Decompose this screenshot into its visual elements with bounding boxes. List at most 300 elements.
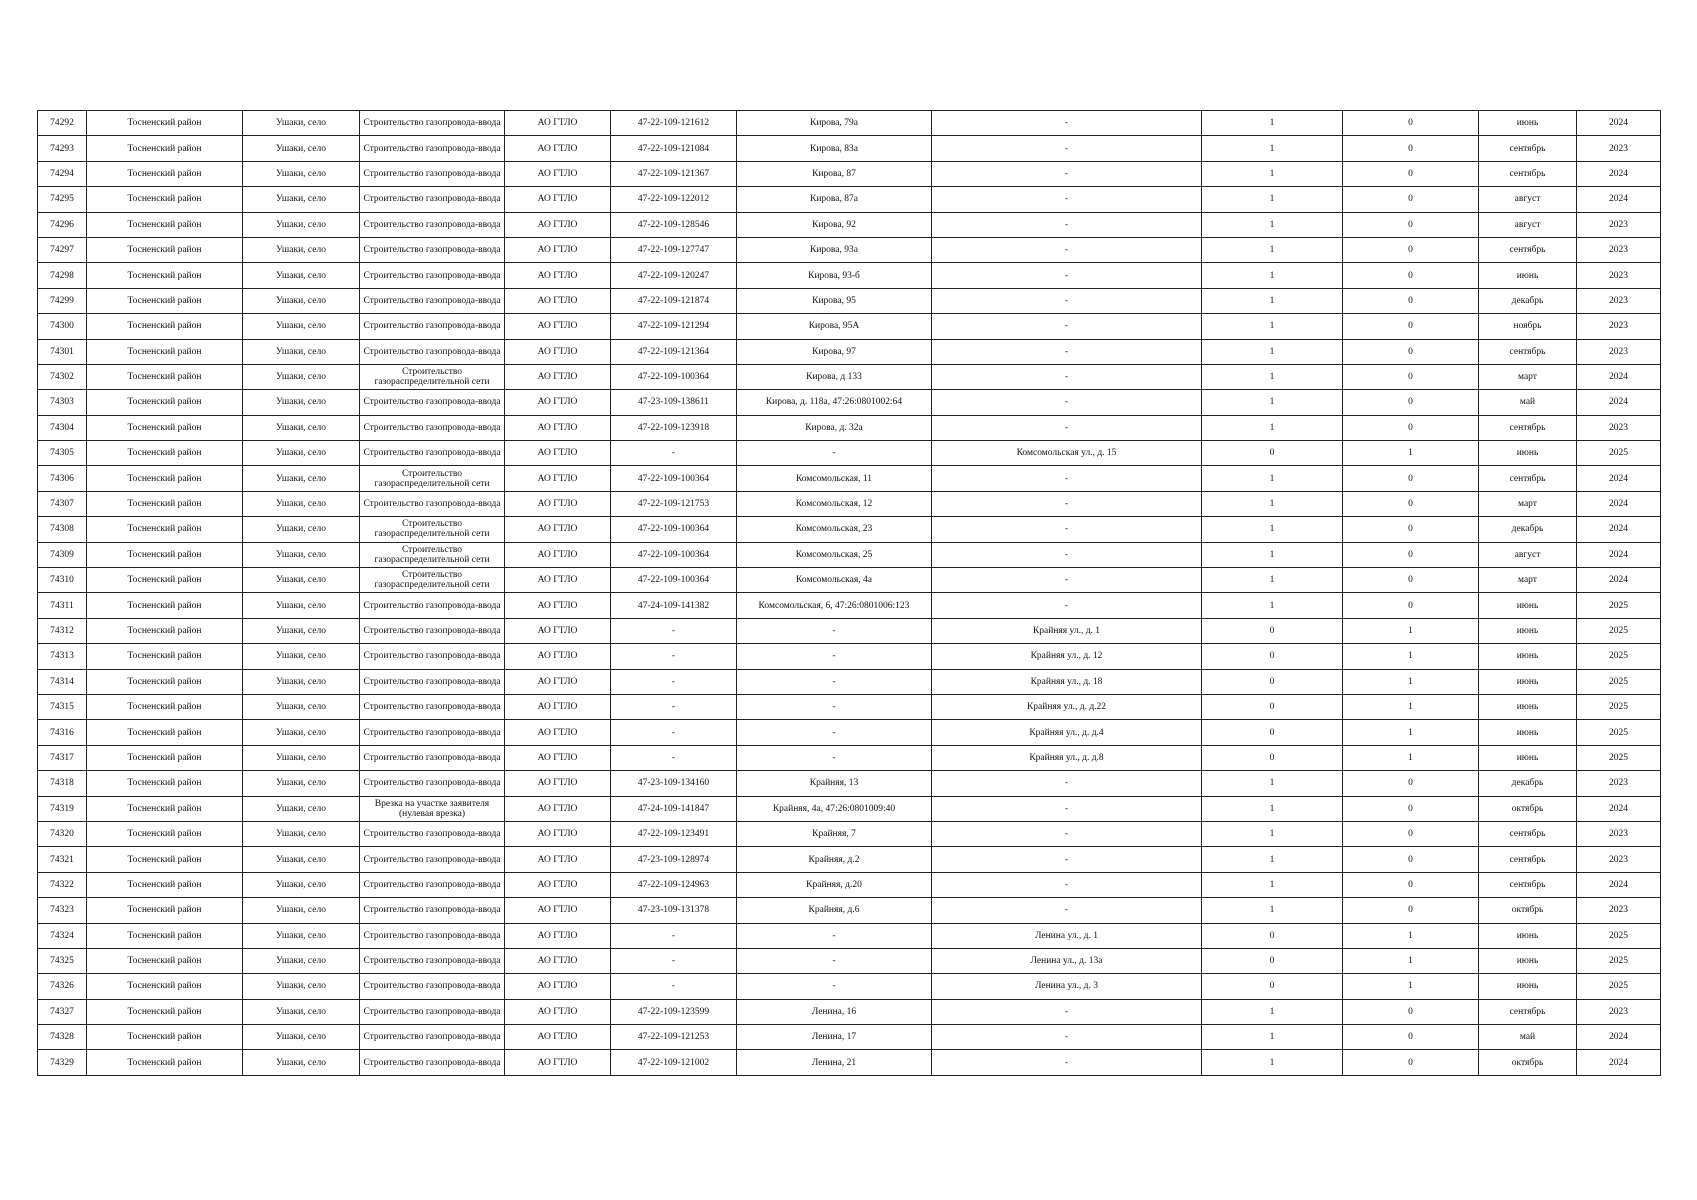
cell-settlement: Ушаки, село <box>243 415 360 440</box>
cell-count-a: 0 <box>1202 618 1343 643</box>
cell-settlement: Ушаки, село <box>243 999 360 1024</box>
cell-organization: АО ГТЛО <box>505 771 611 796</box>
cell-month: сентябрь <box>1479 872 1577 897</box>
cell-address: Кирова, 83а <box>737 136 932 161</box>
cell-organization: АО ГТЛО <box>505 923 611 948</box>
cell-count-b: 0 <box>1343 187 1479 212</box>
cell-work-type: Строительство газопровода-ввода <box>360 136 505 161</box>
cell-row-number: 74322 <box>38 872 87 897</box>
cell-work-type: Строительство газопровода-ввода <box>360 745 505 770</box>
cell-district: Тосненский район <box>87 745 243 770</box>
cell-row-number: 74320 <box>38 821 87 846</box>
cell-count-b: 0 <box>1343 999 1479 1024</box>
cell-row-number: 74303 <box>38 390 87 415</box>
cell-request-number: 47-23-109-134160 <box>611 771 737 796</box>
table-row <box>38 441 1661 466</box>
cell-year: 2025 <box>1577 694 1661 719</box>
cell-count-b: 1 <box>1343 720 1479 745</box>
cell-month: июнь <box>1479 593 1577 618</box>
cell-address-planned: - <box>932 339 1202 364</box>
cell-settlement: Ушаки, село <box>243 212 360 237</box>
cell-row-number: 74295 <box>38 187 87 212</box>
cell-address: - <box>737 745 932 770</box>
cell-address-planned: - <box>932 796 1202 821</box>
cell-organization: АО ГТЛО <box>505 288 611 313</box>
cell-address-planned: - <box>932 263 1202 288</box>
cell-district: Тосненский район <box>87 568 243 593</box>
cell-count-a: 1 <box>1202 517 1343 542</box>
cell-address: - <box>737 694 932 719</box>
cell-row-number: 74304 <box>38 415 87 440</box>
cell-month: июнь <box>1479 263 1577 288</box>
cell-row-number: 74310 <box>38 568 87 593</box>
cell-organization: АО ГТЛО <box>505 745 611 770</box>
cell-count-b: 0 <box>1343 314 1479 339</box>
cell-month: сентябрь <box>1479 821 1577 846</box>
cell-month: июнь <box>1479 669 1577 694</box>
cell-address-planned: - <box>932 821 1202 846</box>
cell-district: Тосненский район <box>87 872 243 897</box>
cell-count-a: 0 <box>1202 745 1343 770</box>
cell-count-b: 0 <box>1343 593 1479 618</box>
cell-request-number: 47-22-109-123918 <box>611 415 737 440</box>
cell-district: Тосненский район <box>87 898 243 923</box>
cell-address-planned: Ленина ул., д. 1 <box>932 923 1202 948</box>
cell-request-number: - <box>611 923 737 948</box>
cell-address: Кирова, д. 118а, 47:26:0801002:64 <box>737 390 932 415</box>
cell-count-b: 0 <box>1343 542 1479 567</box>
cell-count-a: 1 <box>1202 796 1343 821</box>
cell-district: Тосненский район <box>87 999 243 1024</box>
cell-address: - <box>737 669 932 694</box>
cell-year: 2023 <box>1577 821 1661 846</box>
cell-count-a: 0 <box>1202 974 1343 999</box>
cell-settlement: Ушаки, село <box>243 948 360 973</box>
cell-settlement: Ушаки, село <box>243 237 360 262</box>
cell-row-number: 74319 <box>38 796 87 821</box>
cell-organization: АО ГТЛО <box>505 720 611 745</box>
table-row <box>38 974 1661 999</box>
cell-year: 2024 <box>1577 491 1661 516</box>
cell-count-a: 0 <box>1202 644 1343 669</box>
cell-request-number: 47-24-109-141382 <box>611 593 737 618</box>
cell-work-type: Строительство газопровода-ввода <box>360 111 505 136</box>
table-row <box>38 694 1661 719</box>
cell-request-number: 47-22-109-100364 <box>611 466 737 491</box>
cell-district: Тосненский район <box>87 288 243 313</box>
cell-count-a: 1 <box>1202 898 1343 923</box>
cell-work-type: Строительство газопровода-ввода <box>360 923 505 948</box>
cell-work-type: Строительство газопровода-ввода <box>360 974 505 999</box>
cell-month: март <box>1479 568 1577 593</box>
cell-month: июнь <box>1479 974 1577 999</box>
cell-work-type: Строительство газопровода-ввода <box>360 1025 505 1050</box>
cell-address-planned: - <box>932 593 1202 618</box>
cell-request-number: 47-22-109-121253 <box>611 1025 737 1050</box>
table-row <box>38 136 1661 161</box>
cell-count-b: 0 <box>1343 1050 1479 1075</box>
cell-address: Кирова, 93-б <box>737 263 932 288</box>
cell-address-planned: - <box>932 466 1202 491</box>
cell-address: Ленина, 17 <box>737 1025 932 1050</box>
cell-district: Тосненский район <box>87 644 243 669</box>
cell-year: 2023 <box>1577 136 1661 161</box>
cell-count-a: 1 <box>1202 542 1343 567</box>
cell-request-number: 47-22-109-100364 <box>611 517 737 542</box>
table-row <box>38 593 1661 618</box>
cell-count-b: 1 <box>1343 694 1479 719</box>
cell-request-number: 47-22-109-100364 <box>611 364 737 389</box>
cell-row-number: 74321 <box>38 847 87 872</box>
cell-year: 2023 <box>1577 237 1661 262</box>
cell-address: Комсомольская, 23 <box>737 517 932 542</box>
cell-row-number: 74307 <box>38 491 87 516</box>
cell-settlement: Ушаки, село <box>243 161 360 186</box>
cell-row-number: 74309 <box>38 542 87 567</box>
cell-month: сентябрь <box>1479 161 1577 186</box>
cell-address-planned: - <box>932 187 1202 212</box>
cell-month: сентябрь <box>1479 415 1577 440</box>
cell-work-type: Строительство газопровода-ввода <box>360 263 505 288</box>
cell-row-number: 74326 <box>38 974 87 999</box>
cell-work-type: Строительство газопровода-ввода <box>360 415 505 440</box>
cell-row-number: 74328 <box>38 1025 87 1050</box>
cell-month: сентябрь <box>1479 136 1577 161</box>
cell-organization: АО ГТЛО <box>505 237 611 262</box>
cell-organization: АО ГТЛО <box>505 593 611 618</box>
cell-district: Тосненский район <box>87 847 243 872</box>
table-row <box>38 745 1661 770</box>
cell-district: Тосненский район <box>87 618 243 643</box>
cell-address: - <box>737 644 932 669</box>
cell-address: Кирова, д. 32а <box>737 415 932 440</box>
cell-year: 2023 <box>1577 847 1661 872</box>
cell-month: октябрь <box>1479 1050 1577 1075</box>
cell-settlement: Ушаки, село <box>243 339 360 364</box>
cell-year: 2023 <box>1577 263 1661 288</box>
cell-address: - <box>737 441 932 466</box>
cell-work-type: Строительство газопровода-ввода <box>360 999 505 1024</box>
cell-work-type: Строительство газопровода-ввода <box>360 872 505 897</box>
table-row <box>38 669 1661 694</box>
cell-address-planned: - <box>932 161 1202 186</box>
cell-district: Тосненский район <box>87 923 243 948</box>
cell-count-a: 1 <box>1202 771 1343 796</box>
cell-address-planned: Крайняя ул., д. д.8 <box>932 745 1202 770</box>
cell-work-type: Строительство газопровода-ввода <box>360 314 505 339</box>
cell-year: 2024 <box>1577 187 1661 212</box>
cell-count-a: 1 <box>1202 237 1343 262</box>
cell-district: Тосненский район <box>87 415 243 440</box>
cell-district: Тосненский район <box>87 542 243 567</box>
cell-row-number: 74315 <box>38 694 87 719</box>
cell-organization: АО ГТЛО <box>505 1025 611 1050</box>
cell-month: ноябрь <box>1479 314 1577 339</box>
cell-address-planned: - <box>932 364 1202 389</box>
table-row <box>38 847 1661 872</box>
cell-request-number: 47-22-109-123599 <box>611 999 737 1024</box>
cell-count-a: 1 <box>1202 593 1343 618</box>
cell-work-type: Строительство газопровода-ввода <box>360 161 505 186</box>
cell-row-number: 74297 <box>38 237 87 262</box>
cell-address: Комсомольская, 12 <box>737 491 932 516</box>
cell-row-number: 74311 <box>38 593 87 618</box>
cell-year: 2023 <box>1577 212 1661 237</box>
cell-count-b: 0 <box>1343 263 1479 288</box>
cell-settlement: Ушаки, село <box>243 796 360 821</box>
cell-organization: АО ГТЛО <box>505 694 611 719</box>
table-row <box>38 314 1661 339</box>
cell-year: 2025 <box>1577 720 1661 745</box>
table-row <box>38 999 1661 1024</box>
cell-address-planned: Ленина ул., д. 13а <box>932 948 1202 973</box>
cell-work-type: Строительство газопровода-ввода <box>360 390 505 415</box>
cell-district: Тосненский район <box>87 339 243 364</box>
cell-count-b: 0 <box>1343 390 1479 415</box>
cell-organization: АО ГТЛО <box>505 618 611 643</box>
cell-address: Ленина, 16 <box>737 999 932 1024</box>
cell-district: Тосненский район <box>87 314 243 339</box>
cell-year: 2023 <box>1577 339 1661 364</box>
cell-row-number: 74316 <box>38 720 87 745</box>
cell-row-number: 74296 <box>38 212 87 237</box>
table-row <box>38 517 1661 542</box>
cell-count-a: 1 <box>1202 364 1343 389</box>
cell-organization: АО ГТЛО <box>505 847 611 872</box>
cell-count-b: 0 <box>1343 136 1479 161</box>
cell-organization: АО ГТЛО <box>505 999 611 1024</box>
cell-settlement: Ушаки, село <box>243 618 360 643</box>
cell-district: Тосненский район <box>87 136 243 161</box>
cell-year: 2025 <box>1577 441 1661 466</box>
cell-row-number: 74294 <box>38 161 87 186</box>
cell-address-planned: - <box>932 390 1202 415</box>
cell-work-type: Строительство газопровода-ввода <box>360 771 505 796</box>
cell-address-planned: - <box>932 872 1202 897</box>
cell-organization: АО ГТЛО <box>505 644 611 669</box>
cell-organization: АО ГТЛО <box>505 187 611 212</box>
cell-year: 2025 <box>1577 948 1661 973</box>
cell-address-planned: Ленина ул., д. 3 <box>932 974 1202 999</box>
cell-district: Тосненский район <box>87 1025 243 1050</box>
cell-address-planned: - <box>932 847 1202 872</box>
cell-work-type: Строительство газораспределительной сети <box>360 542 505 567</box>
cell-count-a: 1 <box>1202 212 1343 237</box>
cell-count-a: 1 <box>1202 390 1343 415</box>
cell-count-b: 1 <box>1343 923 1479 948</box>
cell-address-planned: Комсомольская ул., д. 15 <box>932 441 1202 466</box>
cell-count-a: 1 <box>1202 111 1343 136</box>
cell-work-type: Строительство газораспределительной сети <box>360 466 505 491</box>
cell-year: 2024 <box>1577 161 1661 186</box>
cell-work-type: Строительство газопровода-ввода <box>360 694 505 719</box>
cell-organization: АО ГТЛО <box>505 212 611 237</box>
cell-count-a: 1 <box>1202 187 1343 212</box>
cell-month: август <box>1479 542 1577 567</box>
table-row <box>38 339 1661 364</box>
cell-settlement: Ушаки, село <box>243 542 360 567</box>
cell-settlement: Ушаки, село <box>243 111 360 136</box>
cell-count-a: 0 <box>1202 694 1343 719</box>
cell-year: 2024 <box>1577 568 1661 593</box>
cell-settlement: Ушаки, село <box>243 872 360 897</box>
cell-count-b: 0 <box>1343 568 1479 593</box>
cell-count-a: 1 <box>1202 999 1343 1024</box>
cell-address: Крайняя, д.6 <box>737 898 932 923</box>
cell-address: Комсомольская, 6, 47:26:0801006:123 <box>737 593 932 618</box>
table-row <box>38 542 1661 567</box>
cell-request-number: 47-22-109-121364 <box>611 339 737 364</box>
cell-address: Крайняя, 4а, 47:26:0801009:40 <box>737 796 932 821</box>
data-table <box>37 110 1661 1076</box>
cell-organization: АО ГТЛО <box>505 542 611 567</box>
cell-settlement: Ушаки, село <box>243 491 360 516</box>
cell-request-number: 47-22-109-124963 <box>611 872 737 897</box>
cell-count-a: 1 <box>1202 136 1343 161</box>
cell-address: Комсомольская, 4а <box>737 568 932 593</box>
table-row <box>38 364 1661 389</box>
table-row <box>38 796 1661 821</box>
cell-year: 2024 <box>1577 872 1661 897</box>
cell-year: 2023 <box>1577 898 1661 923</box>
cell-month: декабрь <box>1479 288 1577 313</box>
cell-district: Тосненский район <box>87 593 243 618</box>
cell-address: - <box>737 948 932 973</box>
cell-month: июнь <box>1479 720 1577 745</box>
cell-count-a: 1 <box>1202 872 1343 897</box>
cell-address-planned: - <box>932 491 1202 516</box>
cell-year: 2024 <box>1577 796 1661 821</box>
cell-count-b: 0 <box>1343 466 1479 491</box>
cell-count-a: 0 <box>1202 923 1343 948</box>
cell-row-number: 74299 <box>38 288 87 313</box>
cell-count-b: 0 <box>1343 517 1479 542</box>
cell-month: июнь <box>1479 441 1577 466</box>
cell-district: Тосненский район <box>87 720 243 745</box>
cell-request-number: - <box>611 948 737 973</box>
cell-month: март <box>1479 364 1577 389</box>
cell-district: Тосненский район <box>87 187 243 212</box>
cell-settlement: Ушаки, село <box>243 898 360 923</box>
cell-work-type: Строительство газопровода-ввода <box>360 491 505 516</box>
cell-count-a: 1 <box>1202 568 1343 593</box>
cell-address-planned: - <box>932 771 1202 796</box>
cell-year: 2025 <box>1577 923 1661 948</box>
cell-row-number: 74317 <box>38 745 87 770</box>
cell-address-planned: Крайняя ул., д. 1 <box>932 618 1202 643</box>
cell-count-b: 0 <box>1343 1025 1479 1050</box>
cell-month: сентябрь <box>1479 999 1577 1024</box>
cell-request-number: - <box>611 745 737 770</box>
cell-district: Тосненский район <box>87 948 243 973</box>
cell-request-number: 47-22-109-120247 <box>611 263 737 288</box>
cell-request-number: 47-22-109-121084 <box>611 136 737 161</box>
cell-address-planned: - <box>932 212 1202 237</box>
table-row <box>38 568 1661 593</box>
cell-request-number: 47-22-109-121874 <box>611 288 737 313</box>
cell-settlement: Ушаки, село <box>243 568 360 593</box>
cell-request-number: 47-22-109-123491 <box>611 821 737 846</box>
cell-settlement: Ушаки, село <box>243 441 360 466</box>
cell-row-number: 74329 <box>38 1050 87 1075</box>
table-row <box>38 263 1661 288</box>
cell-year: 2025 <box>1577 593 1661 618</box>
cell-month: сентябрь <box>1479 466 1577 491</box>
cell-request-number: - <box>611 669 737 694</box>
cell-work-type: Строительство газопровода-ввода <box>360 441 505 466</box>
cell-settlement: Ушаки, село <box>243 694 360 719</box>
cell-district: Тосненский район <box>87 669 243 694</box>
cell-row-number: 74302 <box>38 364 87 389</box>
cell-count-b: 0 <box>1343 821 1479 846</box>
cell-organization: АО ГТЛО <box>505 339 611 364</box>
table-row <box>38 872 1661 897</box>
cell-row-number: 74300 <box>38 314 87 339</box>
cell-count-a: 1 <box>1202 491 1343 516</box>
cell-count-b: 0 <box>1343 364 1479 389</box>
cell-settlement: Ушаки, село <box>243 771 360 796</box>
table-row <box>38 161 1661 186</box>
cell-row-number: 74314 <box>38 669 87 694</box>
cell-organization: АО ГТЛО <box>505 821 611 846</box>
cell-organization: АО ГТЛО <box>505 1050 611 1075</box>
cell-address: Ленина, 21 <box>737 1050 932 1075</box>
cell-address-planned: - <box>932 136 1202 161</box>
cell-district: Тосненский район <box>87 263 243 288</box>
cell-month: сентябрь <box>1479 237 1577 262</box>
cell-work-type: Строительство газораспределительной сети <box>360 517 505 542</box>
cell-request-number: 47-23-109-138611 <box>611 390 737 415</box>
cell-work-type: Строительство газопровода-ввода <box>360 187 505 212</box>
cell-organization: АО ГТЛО <box>505 263 611 288</box>
cell-year: 2024 <box>1577 466 1661 491</box>
cell-count-a: 1 <box>1202 263 1343 288</box>
cell-count-b: 1 <box>1343 745 1479 770</box>
cell-district: Тосненский район <box>87 466 243 491</box>
cell-settlement: Ушаки, село <box>243 593 360 618</box>
cell-organization: АО ГТЛО <box>505 669 611 694</box>
cell-work-type: Строительство газопровода-ввода <box>360 618 505 643</box>
cell-work-type: Строительство газопровода-ввода <box>360 212 505 237</box>
cell-count-a: 1 <box>1202 466 1343 491</box>
cell-row-number: 74305 <box>38 441 87 466</box>
cell-request-number: 47-22-109-121753 <box>611 491 737 516</box>
cell-month: август <box>1479 212 1577 237</box>
cell-request-number: - <box>611 644 737 669</box>
cell-address: - <box>737 923 932 948</box>
cell-organization: АО ГТЛО <box>505 111 611 136</box>
cell-settlement: Ушаки, село <box>243 263 360 288</box>
cell-year: 2023 <box>1577 771 1661 796</box>
cell-request-number: - <box>611 720 737 745</box>
cell-work-type: Строительство газопровода-ввода <box>360 237 505 262</box>
cell-year: 2023 <box>1577 288 1661 313</box>
cell-request-number: 47-22-109-121294 <box>611 314 737 339</box>
cell-district: Тосненский район <box>87 771 243 796</box>
cell-district: Тосненский район <box>87 364 243 389</box>
cell-count-b: 0 <box>1343 339 1479 364</box>
cell-settlement: Ушаки, село <box>243 923 360 948</box>
cell-count-a: 0 <box>1202 441 1343 466</box>
table-row <box>38 644 1661 669</box>
cell-address-planned: - <box>932 1050 1202 1075</box>
cell-year: 2025 <box>1577 745 1661 770</box>
cell-organization: АО ГТЛО <box>505 441 611 466</box>
cell-count-a: 0 <box>1202 669 1343 694</box>
cell-year: 2024 <box>1577 542 1661 567</box>
cell-year: 2024 <box>1577 517 1661 542</box>
cell-organization: АО ГТЛО <box>505 415 611 440</box>
